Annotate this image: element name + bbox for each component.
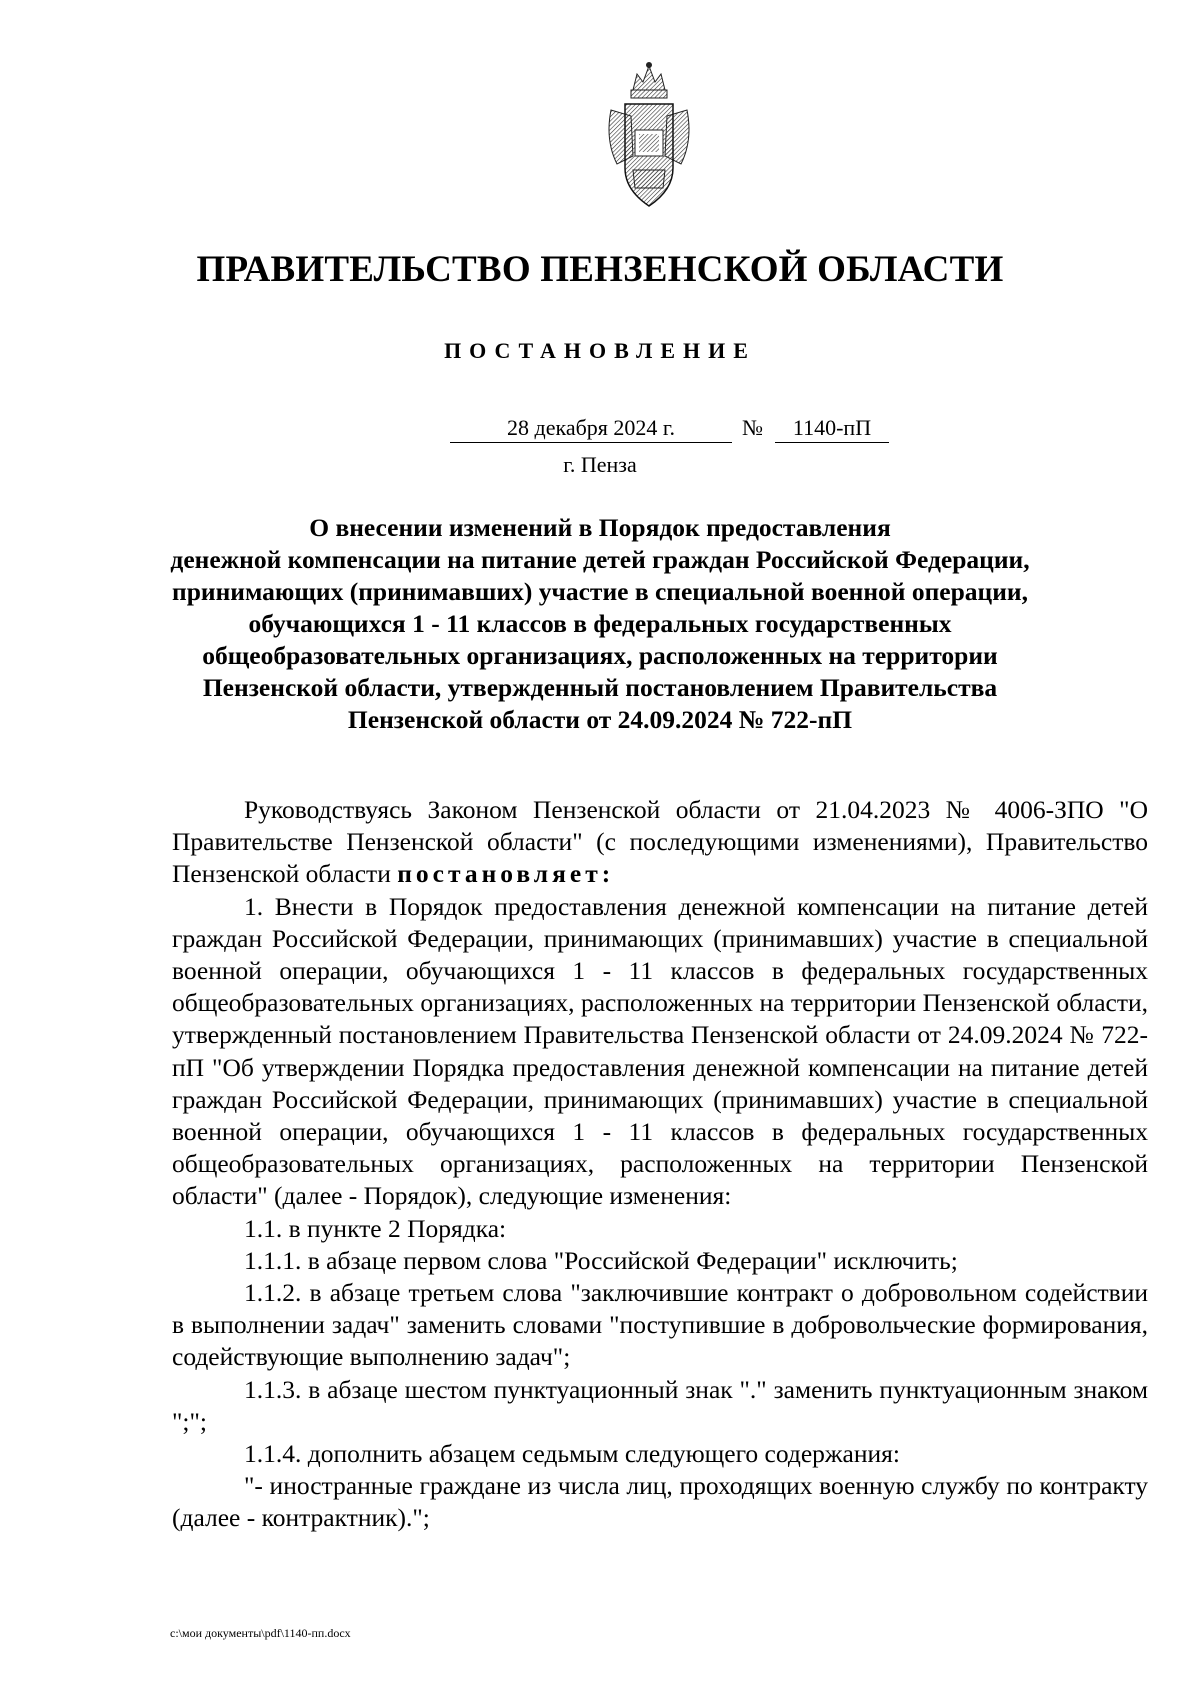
government-title: ПРАВИТЕЛЬСТВО ПЕНЗЕНСКОЙ ОБЛАСТИ — [196, 249, 1004, 290]
subject-line: Пензенской области, утвержденный постановлением Правительства — [202, 673, 998, 702]
subject-line: Пензенской области от 24.09.2024 № 722-пП — [347, 705, 853, 734]
subject-line: обучающихся 1 - 11 классов в федеральных государственных — [248, 609, 952, 638]
paragraph-1-1: 1.1. в пункте 2 Порядка: — [244, 1213, 507, 1243]
paragraph-1: 1. Внести в Порядок предоставления денежной компенсации на питание детей граждан Российской Федерации, принимающих (принимавших) участие в специальной военной операции, обучающихся 1 - 11 классов в федеральных государственных общеобразовательных организациях, расположенных на территории Пензенской области, утвержденный постановлением Правительства Пензенской области от 24.09.2024 № 722-пП "Об утверждении Порядка предоставления денежной компенсации на питание детей граждан Российской Федерации, принимающих (принимавших) участие в специальной военной операции, обучающихся 1 - 11 классов в федеральных государственных общеобразовательных организациях, расположенных на территории Пензенской области" (далее - Порядок), следующие изменения: — [172, 891, 1148, 1211]
paragraph-1-1-2: 1.1.2. в абзаце третьем слова "заключившие контракт о добровольном содействии в выполнении задач" заменить словами "поступившие в добровольческие формирования, содействующие выполнению задач"; — [172, 1278, 1148, 1372]
paragraph-1-1-1: 1.1.1. в абзаце первом слова "Российской Федерации" исключить; — [244, 1245, 958, 1275]
intro-text: Руководствуясь Законом Пензенской области от 21.04.2023 № 4006-ЗПО "О Правительстве Пензенской области" (с последующими изменениями), Правительство Пензенской области — [172, 795, 1148, 889]
document-body — [172, 794, 1148, 1535]
footer-file-path: c:\мои документы\pdf\1140-пп.docx — [170, 1626, 351, 1640]
subject-line: денежной компенсации на питание детей граждан Российской Федерации, — [170, 545, 1030, 574]
document-city: г. Пенза — [563, 452, 637, 477]
subject-line: общеобразовательных организациях, расположенных на территории — [202, 641, 998, 670]
number-sign: № — [742, 415, 763, 440]
document-subject — [170, 512, 1030, 736]
subject-line: принимающих (принимавших) участие в специальной военной операции, — [172, 577, 1028, 606]
document-date: 28 декабря 2024 г. — [450, 414, 732, 443]
subject-line: О внесении изменений в Порядок предоставления — [309, 513, 891, 542]
quote-paragraph: "- иностранные граждане из числа лиц, проходящих военную службу по контракту (далее - контрактник)."; — [172, 1471, 1148, 1533]
intro-paragraph — [172, 794, 1148, 891]
paragraph-1-1-4: 1.1.4. дополнить абзацем седьмым следующего содержания: — [244, 1439, 900, 1469]
document-type: ПОСТАНОВЛЕНИЕ — [444, 338, 756, 363]
resolves-word: постановляет: — [397, 859, 615, 889]
paragraph-1-1-3: 1.1.3. в абзаце шестом пунктуационный знак "." заменить пунктуационным знаком ";"; — [172, 1374, 1148, 1436]
coat-of-arms-emblem — [603, 60, 695, 216]
document-number: 1140-пП — [775, 414, 889, 443]
